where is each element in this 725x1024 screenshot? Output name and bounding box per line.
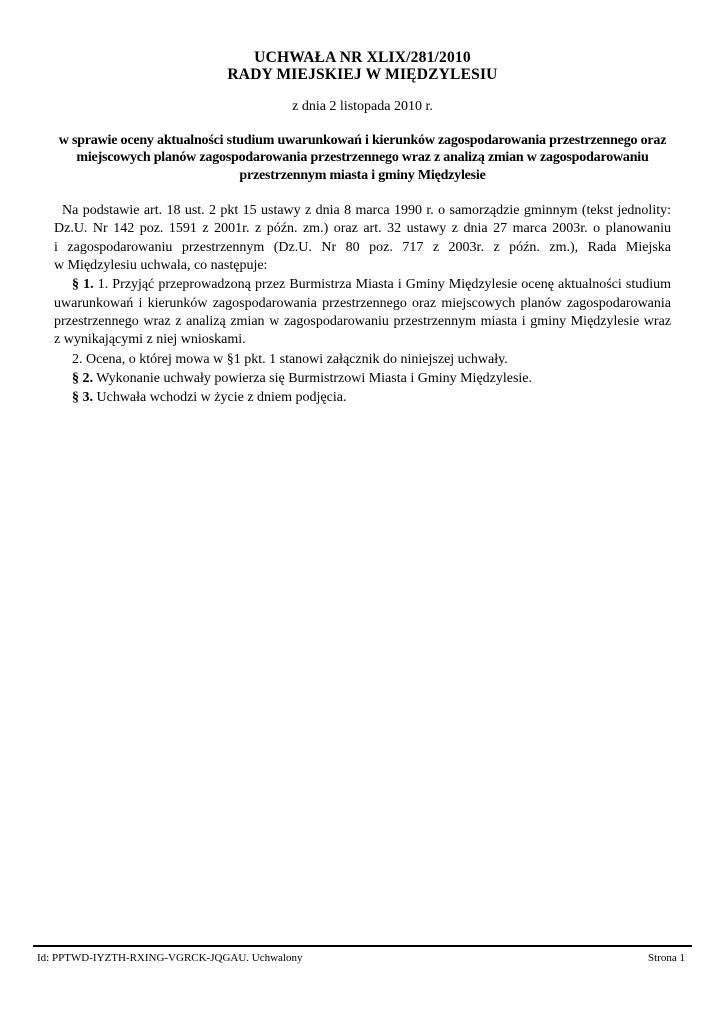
paragraph-2-label: § 2.: [72, 370, 93, 386]
document-header: [0, 0, 725, 184]
document-subject: w sprawie oceny aktualności studium uwarunkowań i kierunków zagospodarowania przestrzennego oraz miejscowych planów zagospodarowania przestrzennego wraz z analizą zmian w zagospodarowaniu przestrzennym miasta i gminy Międzylesie: [58, 133, 667, 183]
page-number: Strona 1: [648, 952, 685, 964]
paragraph-1-point-2-text: 2. Ocena, o której mowa w §1 pkt. 1 stanowi załącznik do niniejszej uchwały.: [72, 351, 508, 367]
paragraph-1-text: 1. Przyjąć przeprowadzoną przez Burmistrza Miasta i Gminy Międzylesie ocenę aktualności studium uwarunkowań i kierunków zagospodarowania przestrzennego oraz miejscowych planów zagospodarowania przestrzennego wraz z analizą zmian w zagospodarowaniu przestrzennym miasta i gminy Międzylesie wraz z wynikającymi z niej wnioskami.: [54, 277, 671, 348]
council-name-title: RADY MIEJSKIEJ W MIĘDZYLESIU: [227, 66, 498, 83]
paragraph-3-label: § 3.: [72, 390, 93, 406]
document-id: Id: PPTWD-IYZTH-RXING-VGRCK-JQGAU. Uchwalony: [37, 952, 303, 964]
legal-basis-paragraph: Na podstawie art. 18 ust. 2 pkt 15 ustawy z dnia 8 marca 1990 r. o samorządzie gminnym (tekst jednolity: Dz.U. Nr 142 poz. 1591 z 2001r. z późn. zm.) oraz art. 32 ustawy z dnia 27 marca 2003r. o planowaniu i zagospodarowaniu przestrzennym (Dz.U. Nr 80 poz. 717 z 2003r. z późn. zm.), Rada Miejska w Międzylesiu uchwala, co następuje:: [54, 202, 671, 273]
paragraph-1-point-2: [54, 351, 671, 369]
paragraph-3-text: Uchwała wchodzi w życie z dniem podjęcia.: [96, 390, 347, 406]
paragraph-1-label: § 1.: [72, 277, 94, 293]
document-body: [54, 202, 671, 408]
footer-divider: [33, 945, 692, 947]
paragraph-2: [54, 370, 671, 388]
paragraph-1: [54, 276, 671, 349]
paragraph-2-text: Wykonanie uchwały powierza się Burmistrzowi Miasta i Gminy Międzylesie.: [96, 370, 533, 386]
footer-text-row: [37, 951, 685, 965]
document-date: z dnia 2 listopada 2010 r.: [292, 99, 433, 114]
paragraph-3: [54, 389, 671, 407]
resolution-number-title: UCHWAŁA NR XLIX/281/2010: [254, 49, 471, 66]
